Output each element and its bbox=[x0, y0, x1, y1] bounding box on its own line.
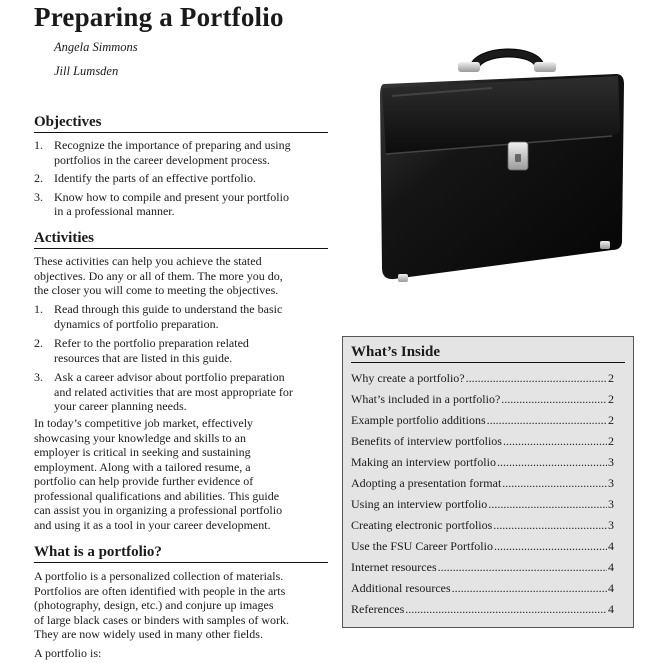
foot-right bbox=[600, 241, 610, 249]
text-line: employer is critical in seeking and sustaining bbox=[34, 445, 251, 459]
toc-title: Internet resources bbox=[351, 560, 437, 574]
objectives-heading: Objectives bbox=[34, 114, 328, 133]
whats-inside-box bbox=[342, 336, 634, 628]
toc-page: 4 bbox=[608, 539, 614, 553]
text-line: A portfolio is: bbox=[34, 645, 102, 660]
item-line: your career planning needs. bbox=[54, 399, 187, 413]
what-is-heading: What is a portfolio? bbox=[34, 544, 328, 563]
text-line: objectives. Do any or all of them. The more you do, bbox=[34, 268, 283, 283]
text-line: of large black cases or binders with samples of work. bbox=[34, 612, 290, 627]
text-line: the closer you will come to meeting the objectives. bbox=[34, 283, 279, 297]
text-line: can assist you in organizing a professional portfolio bbox=[34, 503, 283, 517]
list-item bbox=[34, 302, 330, 331]
text-line: These activities can help you achieve the stated bbox=[34, 254, 262, 268]
toc-page: 4 bbox=[608, 560, 614, 574]
toc-title: Benefits of interview portfolios bbox=[351, 434, 502, 448]
toc-title: What’s included in a portfolio? bbox=[351, 392, 501, 406]
what-is-body bbox=[34, 569, 334, 660]
item-line: Identify the parts of an effective portfolio. bbox=[54, 171, 257, 185]
objectives-list bbox=[34, 138, 330, 219]
toc-item[interactable] bbox=[351, 452, 614, 473]
text-line: Portfolios are often identified with people in the arts bbox=[34, 583, 286, 598]
toc-item[interactable] bbox=[351, 473, 614, 494]
toc-page: 3 bbox=[608, 476, 614, 490]
toc-item[interactable] bbox=[351, 536, 614, 557]
toc-title: References bbox=[351, 602, 405, 616]
item-number: 3. bbox=[34, 189, 43, 204]
toc-item[interactable] bbox=[351, 557, 614, 578]
item-number: 2. bbox=[34, 336, 43, 350]
toc-item[interactable] bbox=[351, 431, 614, 452]
text-line: showcasing your knowledge and skills to an bbox=[34, 430, 246, 445]
toc-title: Using an interview portfolio bbox=[351, 497, 488, 511]
whats-inside-heading: What’s Inside bbox=[351, 343, 625, 363]
toc-page: 4 bbox=[608, 581, 614, 595]
item-number: 2. bbox=[34, 171, 43, 185]
item-line: Know how to compile and present your portfolio bbox=[54, 189, 289, 204]
list-item bbox=[34, 190, 330, 219]
list-item bbox=[34, 138, 330, 167]
activities-intro bbox=[34, 254, 334, 298]
toc-page: 2 bbox=[608, 392, 614, 406]
toc-page: 2 bbox=[608, 413, 614, 427]
toc-title: Use the FSU Career Portfolio bbox=[351, 539, 493, 553]
toc-page: 3 bbox=[608, 497, 614, 511]
toc-page: 3 bbox=[608, 518, 614, 532]
handle-clip-left bbox=[458, 62, 480, 72]
text-line: and using it as a tool in your career development. bbox=[34, 517, 271, 532]
item-line: resources that are listed in this guide. bbox=[54, 350, 233, 365]
handle-clip-right bbox=[534, 62, 556, 72]
toc-item[interactable] bbox=[351, 578, 614, 599]
item-number: 1. bbox=[34, 138, 43, 152]
toc-item[interactable] bbox=[351, 494, 614, 515]
text-line: They are now widely used in many other fields. bbox=[34, 627, 263, 641]
item-line: dynamics of portfolio preparation. bbox=[54, 316, 219, 331]
toc-title: Example portfolio additions bbox=[351, 413, 486, 427]
toc-item[interactable] bbox=[351, 410, 614, 431]
item-line: Ask a career advisor about portfolio preparation bbox=[54, 370, 285, 384]
item-number: 1. bbox=[34, 302, 43, 316]
text-line: A portfolio is a personalized collection of materials. bbox=[34, 569, 284, 583]
toc-title: Creating electronic portfolios bbox=[351, 518, 493, 532]
toc-title: Why create a portfolio? bbox=[351, 371, 465, 385]
list-item bbox=[34, 370, 330, 414]
activities-body bbox=[34, 416, 334, 532]
item-line: Read through this guide to understand the basic bbox=[54, 302, 283, 316]
list-item bbox=[34, 336, 330, 365]
item-line: in a professional manner. bbox=[54, 204, 175, 218]
toc-title: Additional resources bbox=[351, 581, 451, 595]
text-line: In today’s competitive job market, effectively bbox=[34, 416, 254, 430]
toc-page: 2 bbox=[608, 371, 614, 385]
toc-item[interactable] bbox=[351, 515, 614, 536]
toc-title: Adopting a presentation format bbox=[351, 476, 502, 490]
toc-list bbox=[351, 368, 614, 620]
toc-page: 2 bbox=[608, 434, 614, 448]
author-2: Jill Lumsden bbox=[54, 64, 119, 78]
item-line: Recognize the importance of preparing and using bbox=[54, 138, 291, 152]
page-title: Preparing a Portfolio bbox=[34, 2, 284, 32]
activities-heading: Activities bbox=[34, 230, 328, 249]
text-line: professional qualifications and abilities. This guide bbox=[34, 488, 280, 503]
lock-keyhole bbox=[515, 154, 521, 162]
list-item bbox=[34, 171, 330, 186]
briefcase-image bbox=[372, 36, 632, 286]
toc-title: Making an interview portfolio bbox=[351, 455, 496, 469]
handle bbox=[470, 49, 544, 70]
foot-left bbox=[398, 274, 408, 282]
author-1: Angela Simmons bbox=[54, 40, 138, 54]
item-line: Refer to the portfolio preparation related bbox=[54, 336, 249, 350]
toc-item[interactable] bbox=[351, 368, 614, 389]
toc-item[interactable] bbox=[351, 599, 614, 620]
item-line: portfolios in the career development process. bbox=[54, 152, 270, 167]
item-number: 3. bbox=[34, 370, 43, 384]
item-line: and related activities that are most appropriate for bbox=[54, 384, 293, 399]
toc-page: 4 bbox=[608, 602, 614, 616]
text-line: employment. Along with a tailored resume, a bbox=[34, 459, 251, 474]
text-line: portfolio can help provide further evidence of bbox=[34, 474, 254, 488]
toc-page: 3 bbox=[608, 455, 614, 469]
toc-item[interactable] bbox=[351, 389, 614, 410]
text-line: (photography, design, etc.) and conjure up images bbox=[34, 598, 274, 612]
activities-list bbox=[34, 302, 330, 414]
